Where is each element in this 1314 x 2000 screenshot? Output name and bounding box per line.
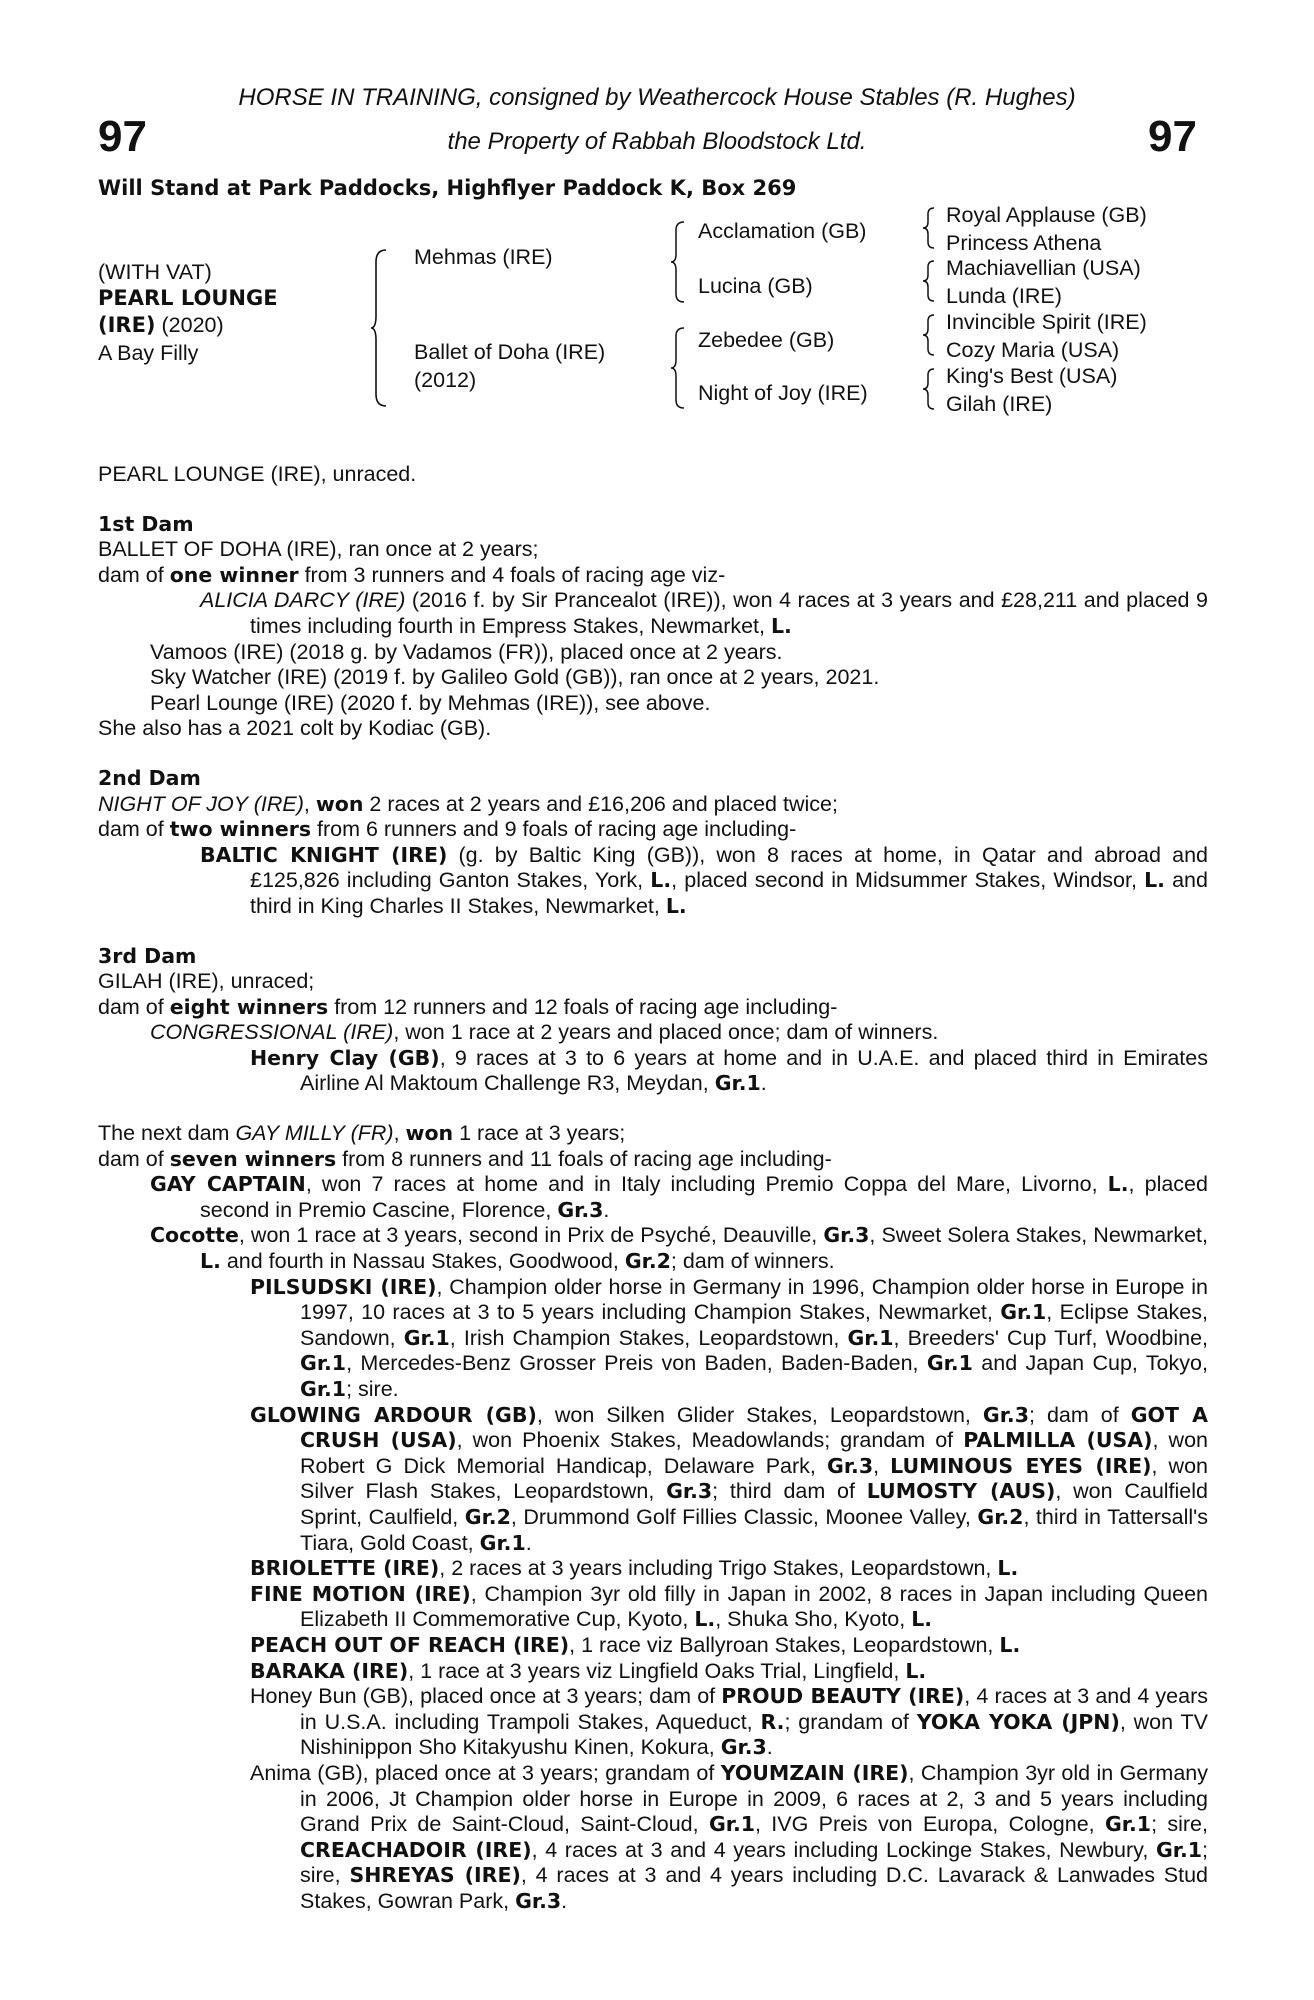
text: , Mercedes-Benz Grosser Preis von Baden, Baden-Baden,	[346, 1351, 927, 1376]
text: .	[525, 1530, 532, 1555]
race-grade: L.	[911, 1607, 933, 1632]
text: ; dam of winners.	[670, 1249, 835, 1274]
pedigree-brace-ggp-4	[922, 367, 938, 411]
race-grade: Gr.3	[823, 1223, 870, 1248]
race-grade: L.	[770, 613, 792, 638]
winners-count: two winners	[169, 817, 312, 842]
text: ; third dam of	[712, 1479, 867, 1504]
ggp-royal-applause: Royal Applause (GB)	[946, 203, 1147, 227]
race-grade: Gr.2	[464, 1504, 511, 1529]
text: ,	[393, 1121, 406, 1146]
race-grade: Gr.1	[926, 1351, 973, 1376]
ggp-gilah: Gilah (IRE)	[946, 392, 1053, 416]
produce-congressional	[98, 1020, 1208, 1046]
horse-name: LUMINOUS EYES (IRE)	[890, 1453, 1152, 1478]
race-grade: Gr.3	[515, 1888, 562, 1913]
dam1-line1: BALLET OF DOHA (IRE), ran once at 2 years;	[98, 537, 539, 562]
text: , 9 races at 3 to 6 years at home and in U.A.E. and placed third in Emirates Airline Al Maktoum Challenge R3, Meydan,	[300, 1045, 1208, 1096]
text: , Shuka Sho, Kyoto,	[715, 1607, 912, 1632]
horse-name: PEARL LOUNGE	[98, 286, 278, 310]
header-consignor: HORSE IN TRAINING, consigned by Weathercock House Stables (R. Hughes)	[238, 84, 1076, 111]
produce-sky-watcher: Sky Watcher (IRE) (2019 f. by Galileo Gold (GB)), ran once at 2 years, 2021.	[150, 665, 880, 690]
horse-name: PALMILLA (USA)	[963, 1428, 1153, 1453]
text: ; sire.	[346, 1377, 399, 1401]
ggp-princess-athena: Princess Athena	[946, 231, 1102, 255]
race-grade: Gr.1	[708, 1812, 756, 1837]
section-heading-1st-dam: 1st Dam	[98, 511, 194, 536]
horse-name: ALICIA DARCY (IRE)	[200, 588, 406, 613]
text: (g. by Baltic King (GB)), won 8 races at home, in Qatar and abroad and £125,826 including Ganton Stakes, York,	[250, 842, 1208, 893]
dam2-line2	[98, 817, 1208, 843]
ggp-invincible-spirit: Invincible Spirit (IRE)	[946, 310, 1147, 334]
dam-name: GAY MILLY (FR)	[235, 1121, 394, 1146]
produce-honey-bun	[98, 1684, 1208, 1761]
produce-fine-motion	[98, 1582, 1208, 1633]
text: , IVG Preis von Europa, Cologne,	[755, 1812, 1105, 1837]
text: , 4 races at 3 and 4 years in U.S.A. including Trampoli Stakes, Aqueduct,	[300, 1684, 1208, 1734]
pedigree-brace-ggp-1	[922, 206, 938, 250]
text: .	[760, 1071, 767, 1096]
text: , won Robert G Dick Memorial Handicap, Delaware Park,	[300, 1428, 1208, 1478]
race-grade: Gr.3	[666, 1479, 713, 1504]
horse-name: BALTIC KNIGHT (IRE)	[200, 842, 448, 867]
produce-henry-clay	[98, 1046, 1208, 1097]
produce-cocotte	[98, 1223, 1208, 1274]
text: (2016 f. by Sir Prancealot (IRE)), won 4 races at 3 years and £28,211 and placed 9 times including fourth in Empress Stakes, Newmarket,	[250, 588, 1208, 638]
produce-briolette	[98, 1556, 1208, 1582]
race-grade: Gr.1	[300, 1377, 347, 1401]
horse-name: FINE MOTION (IRE)	[250, 1581, 471, 1606]
text: , 1 race at 3 years viz Lingfield Oaks Trial, Lingfield,	[408, 1658, 906, 1683]
race-grade: Gr.1	[1155, 1837, 1203, 1862]
text: , Champion 3yr old filly in Japan in 2002, 8 races in Japan including Queen Elizabeth II Commemorative Cup, Kyoto,	[300, 1581, 1208, 1632]
pedigree-brace-main	[370, 248, 390, 408]
text: ; dam of	[1029, 1402, 1131, 1427]
race-grade: L.	[997, 1556, 1019, 1581]
text: , Eclipse Stakes, Sandown,	[300, 1300, 1208, 1350]
text: 1 race at 3 years;	[453, 1121, 626, 1146]
dam2-line1	[98, 792, 1208, 818]
race-grade: Gr.3	[720, 1735, 767, 1760]
produce-baraka	[98, 1659, 1208, 1685]
text: , Champion older horse in Germany in 1996, Champion older horse in Europe in 1997, 10 races at 3 to 5 years including Champion Stakes, Newmarket,	[300, 1274, 1208, 1325]
text: , third in Tattersall's Tiara, Gold Coast,	[300, 1504, 1208, 1555]
dam3-line2	[98, 995, 1208, 1021]
winners-count: eight winners	[169, 994, 329, 1019]
ggp-lunda: Lunda (IRE)	[946, 284, 1062, 308]
text: from 12 runners and 12 foals of racing age including-	[328, 994, 838, 1019]
race-grade: Gr.1	[300, 1351, 347, 1376]
dam3-line1: GILAH (IRE), unraced;	[98, 969, 315, 994]
race-grade: L.	[650, 868, 672, 893]
sire-name: Mehmas (IRE)	[414, 245, 553, 269]
produce-vamoos: Vamoos (IRE) (2018 g. by Vadamos (FR)), placed once at 2 years.	[150, 639, 783, 664]
race-grade: L.	[665, 893, 687, 918]
winners-count: seven winners	[169, 1146, 337, 1171]
race-grade: Gr.1	[479, 1530, 526, 1555]
text: , placed second in Midsummer Stakes, Windsor,	[671, 868, 1145, 893]
horse-name: CREACHADOIR (IRE)	[300, 1837, 532, 1862]
text: , won 1 race at 3 years, second in Prix de Psyché, Deauville,	[238, 1223, 824, 1248]
text: , 2 races at 3 years including Trigo Stakes, Leopardstown,	[439, 1556, 998, 1581]
pedigree-brace-dam	[670, 326, 688, 410]
pedigree-brace-ggp-2	[922, 259, 938, 303]
ggp-kings-best: King's Best (USA)	[946, 364, 1118, 388]
horse-year: (2020)	[155, 313, 224, 337]
text: , won Silken Glider Stakes, Leopardstown,	[536, 1402, 983, 1427]
text: , won 7 races at home and in Italy including Premio Coppa del Mare, Livorno,	[305, 1172, 1108, 1197]
text: , Irish Champion Stakes, Leopardstown,	[449, 1325, 848, 1350]
text: , Champion 3yr old in Germany in 2006, Jt Champion older horse in Europe in 2009, 6 races at 2, 3 and 5 years including Grand Prix de Saint-Cloud, Saint-Cloud,	[300, 1760, 1208, 1837]
stand-location: Will Stand at Park Paddocks, Highflyer Paddock K, Box 269	[98, 176, 797, 200]
horse-name: CONGRESSIONAL (IRE)	[150, 1020, 394, 1045]
text: from 8 runners and 11 foals of racing age including-	[336, 1146, 832, 1171]
text: Honey Bun (GB), placed once at 3 years; dam of	[250, 1684, 722, 1709]
text: 2 races at 2 years and £16,206 and placed twice;	[363, 791, 838, 816]
text: , 4 races at 3 and 4 years including D.C. Lavarack & Lanwades Stud Stakes, Gowran Park,	[300, 1863, 1209, 1913]
race-grade: Gr.3	[557, 1197, 604, 1222]
dam-dam: Night of Joy (IRE)	[698, 381, 868, 405]
text: dam of	[98, 1146, 170, 1171]
section-heading-2nd-dam: 2nd Dam	[98, 765, 201, 790]
unraced-line: PEARL LOUNGE (IRE), unraced.	[98, 462, 417, 486]
header-property: the Property of Rabbah Bloodstock Ltd.	[447, 128, 867, 155]
race-grade: L.	[1107, 1172, 1129, 1197]
horse-name: GLOWING ARDOUR (GB)	[250, 1402, 537, 1427]
race-grade: L.	[694, 1607, 716, 1632]
horse-name: BARAKA (IRE)	[250, 1658, 409, 1683]
text: .	[766, 1735, 773, 1760]
produce-alicia-darcy	[98, 588, 1208, 639]
text: from 6 runners and 9 foals of racing age including-	[311, 817, 797, 842]
text: ,	[873, 1453, 891, 1478]
text: and third in King Charles II Stakes, Newmarket,	[250, 868, 1208, 918]
race-grade: L.	[1144, 868, 1165, 893]
race-grade: Gr.1	[1104, 1812, 1152, 1837]
dam-name: NIGHT OF JOY (IRE)	[98, 791, 304, 816]
lot-number-right: 97	[1148, 112, 1197, 161]
text: , Breeders' Cup Turf, Woodbine,	[893, 1325, 1208, 1350]
text: ; sire,	[1151, 1812, 1208, 1837]
produce-peach-out-of-reach	[98, 1633, 1208, 1659]
race-grade: R.	[760, 1709, 785, 1734]
produce-baltic-knight	[98, 843, 1208, 920]
horse-country: (IRE)	[98, 313, 156, 337]
produce-2021-colt: She also has a 2021 colt by Kodiac (GB).	[98, 716, 492, 741]
horse-name: Cocotte	[150, 1223, 239, 1248]
text: and fourth in Nassau Stakes, Goodwood,	[220, 1249, 625, 1274]
horse-name: PEACH OUT OF REACH (IRE)	[250, 1632, 570, 1657]
produce-pilsudski	[98, 1275, 1208, 1403]
horse-name: SHREYAS (IRE)	[349, 1863, 521, 1888]
race-grade: Gr.1	[847, 1325, 894, 1350]
text: The next dam	[98, 1121, 236, 1146]
horse-name: GAY CAPTAIN	[150, 1172, 306, 1197]
winners-count: one winner	[169, 562, 299, 587]
text: , won Caulfield Sprint, Caulfield,	[300, 1479, 1208, 1529]
text: dam of	[98, 817, 170, 842]
race-grade: Gr.2	[977, 1504, 1024, 1529]
dam-name: Ballet of Doha (IRE)	[414, 340, 606, 364]
race-grade: Gr.1	[1000, 1300, 1047, 1325]
pedigree-brace-ggp-3	[922, 313, 938, 357]
race-grade: Gr.3	[982, 1402, 1029, 1427]
dam-sire: Zebedee (GB)	[698, 328, 835, 352]
ggp-machiavellian: Machiavellian (USA)	[946, 256, 1141, 280]
horse-name: PROUD BEAUTY (IRE)	[721, 1684, 965, 1709]
text: dam of	[98, 562, 170, 587]
dam4-line1	[98, 1121, 1208, 1147]
text: , won TV Nishinippon Sho Kitakyushu Kinen, Kokura,	[300, 1709, 1208, 1760]
dam-year: (2012)	[414, 368, 477, 392]
won-label: won	[405, 1121, 454, 1146]
text: dam of	[98, 994, 170, 1019]
sire-sire: Acclamation (GB)	[698, 219, 867, 243]
race-grade: L.	[905, 1658, 927, 1683]
text: , Drummond Golf Fillies Classic, Moonee Valley,	[510, 1504, 978, 1529]
text: .	[561, 1888, 568, 1913]
text: ,	[303, 791, 316, 816]
horse-name: PILSUDSKI (IRE)	[250, 1274, 437, 1299]
text: from 3 runners and 4 foals of racing age viz-	[298, 562, 726, 587]
race-grade: Gr.1	[714, 1071, 761, 1096]
race-grade: L.	[200, 1249, 221, 1274]
horse-name: GOT A CRUSH (USA)	[300, 1402, 1208, 1453]
horse-name: BRIOLETTE (IRE)	[250, 1556, 440, 1581]
horse-name: YOUMZAIN (IRE)	[720, 1760, 909, 1785]
vat-note: (WITH VAT)	[98, 260, 212, 284]
horse-name-line2	[98, 313, 224, 338]
race-grade: Gr.2	[624, 1249, 671, 1274]
sire-dam: Lucina (GB)	[698, 274, 813, 298]
catalogue-body	[98, 462, 1208, 1914]
race-grade: Gr.3	[827, 1453, 874, 1478]
text: , won Silver Flash Stakes, Leopardstown,	[300, 1453, 1209, 1504]
dam1-line2	[98, 563, 1208, 589]
text: .	[603, 1197, 610, 1222]
text: and Japan Cup, Tokyo,	[972, 1351, 1208, 1376]
section-heading-3rd-dam: 3rd Dam	[98, 943, 197, 968]
pedigree-brace-sire	[670, 220, 688, 304]
text: , Sweet Solera Stakes, Newmarket,	[869, 1223, 1208, 1248]
lot-number-left: 97	[98, 112, 147, 161]
produce-gay-captain	[98, 1172, 1208, 1223]
dam4-line2	[98, 1147, 1208, 1173]
won-label: won	[315, 791, 364, 816]
horse-name: Henry Clay (GB)	[250, 1045, 440, 1070]
produce-anima	[98, 1761, 1208, 1915]
text: , 1 race viz Ballyroan Stakes, Leopardstown,	[569, 1632, 1000, 1657]
text: ; sire,	[300, 1837, 1208, 1888]
text: Anima (GB), placed once at 3 years; grandam of	[250, 1760, 721, 1785]
text: ; grandam of	[784, 1709, 917, 1734]
text: , 4 races at 3 and 4 years including Lockinge Stakes, Newbury,	[531, 1837, 1156, 1862]
text: , won 1 race at 2 years and placed once; dam of winners.	[393, 1020, 939, 1045]
race-grade: L.	[999, 1632, 1021, 1657]
horse-description: A Bay Filly	[98, 341, 199, 365]
ggp-cozy-maria: Cozy Maria (USA)	[946, 338, 1120, 362]
horse-name: LUMOSTY (AUS)	[866, 1479, 1056, 1504]
text: , won Phoenix Stakes, Meadowlands; grandam of	[456, 1428, 964, 1453]
produce-glowing-ardour	[98, 1403, 1208, 1557]
text: , placed second in Premio Cascine, Florence,	[200, 1172, 1208, 1222]
horse-name: YOKA YOKA (JPN)	[916, 1709, 1120, 1734]
produce-pearl-lounge: Pearl Lounge (IRE) (2020 f. by Mehmas (IRE)), see above.	[150, 690, 711, 715]
race-grade: Gr.1	[403, 1325, 450, 1350]
